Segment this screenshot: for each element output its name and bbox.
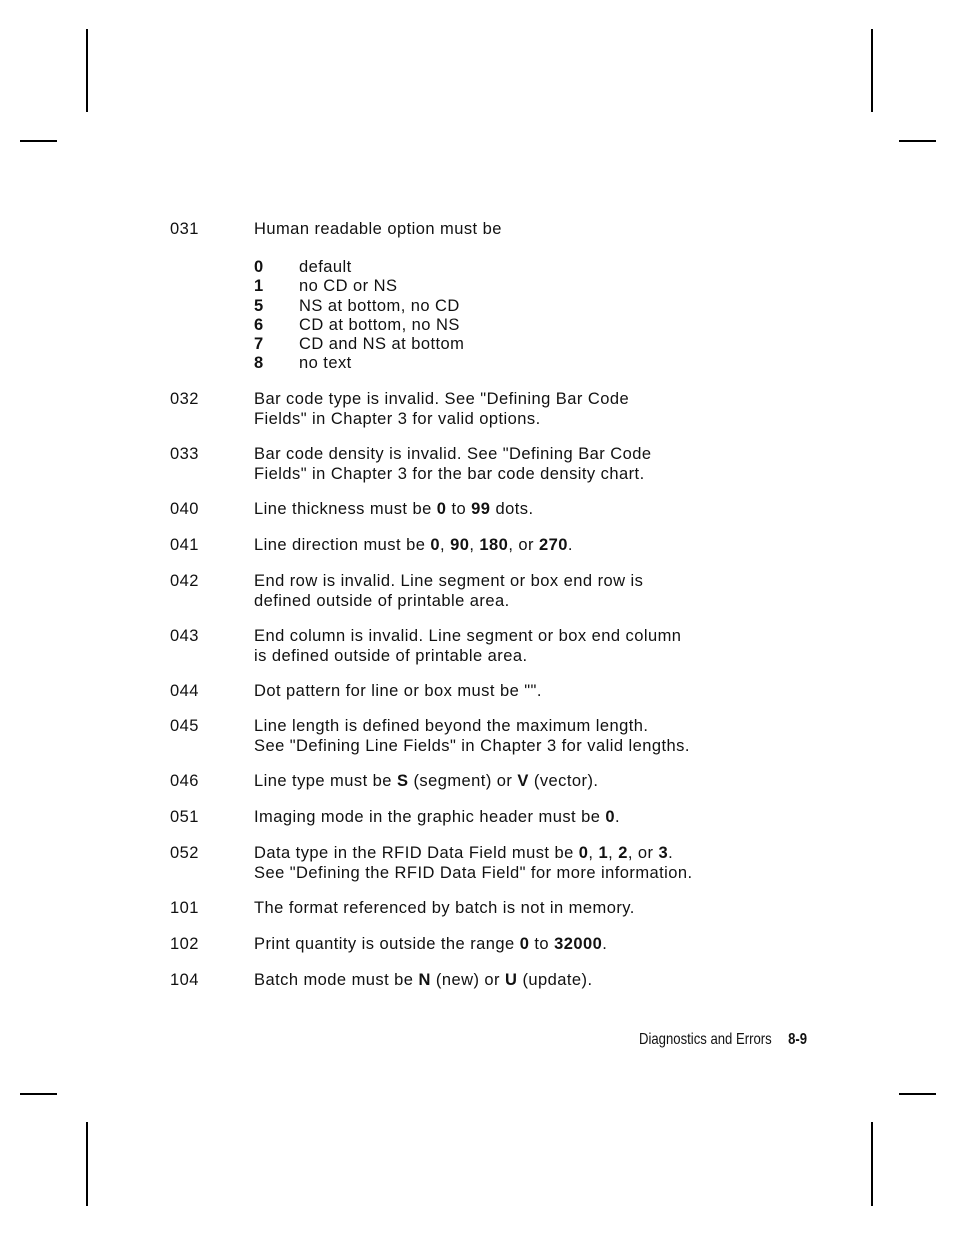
- text-run: , or: [627, 844, 659, 862]
- error-description: [254, 220, 502, 240]
- text-run: to: [529, 935, 555, 953]
- text-run: ,: [608, 844, 619, 862]
- error-code: 104: [170, 971, 199, 989]
- description-line: [254, 445, 652, 465]
- text-run: .: [602, 935, 608, 953]
- text-run: Fields" in Chapter 3 for valid options.: [254, 409, 541, 428]
- text-run: ,: [588, 844, 599, 862]
- description-line: [254, 592, 643, 612]
- text-run: .: [615, 808, 621, 826]
- error-code: 044: [170, 682, 199, 700]
- text-run: See "Defining the RFID Data Field" for more information.: [254, 863, 693, 882]
- text-run: End row is invalid. Line segment or box end row is: [254, 572, 644, 590]
- error-code: 032: [170, 390, 199, 408]
- crop-mark: [86, 29, 88, 112]
- option-key: 1: [254, 277, 264, 295]
- error-code: 041: [170, 536, 199, 554]
- text-run: End column is invalid. Line segment or box end column: [254, 627, 682, 645]
- text-run: (vector).: [528, 772, 599, 790]
- description-line: [254, 864, 693, 884]
- error-code: 101: [170, 899, 199, 917]
- option-key: 7: [254, 335, 264, 353]
- text-run: Bar code type is invalid. See "Defining Bar Code: [254, 390, 630, 408]
- description-line: [254, 572, 643, 592]
- error-description: [254, 536, 573, 556]
- bold-value: 0: [430, 536, 440, 554]
- bold-value: 180: [479, 536, 509, 554]
- option-text: NS at bottom, no CD: [299, 297, 460, 315]
- text-run: (update).: [517, 971, 593, 989]
- bold-value: U: [505, 971, 518, 989]
- bold-value: V: [517, 772, 529, 790]
- bold-value: 3: [658, 844, 669, 862]
- text-run: Imaging mode in the graphic header must be: [254, 808, 606, 826]
- bold-value: 1: [598, 844, 609, 862]
- description-line: [254, 465, 652, 485]
- option-key: 5: [254, 297, 264, 315]
- text-run: Data type in the RFID Data Field must be: [254, 844, 579, 862]
- error-description: [254, 772, 598, 792]
- description-line: [254, 536, 573, 556]
- bold-value: 32000: [554, 935, 603, 953]
- error-code: 045: [170, 717, 199, 735]
- crop-mark: [20, 140, 57, 142]
- description-line: [254, 899, 635, 919]
- text-run: Dot pattern for line or box must be "".: [254, 682, 542, 700]
- description-line: [254, 647, 681, 667]
- error-description: [254, 572, 643, 611]
- description-line: [254, 971, 593, 991]
- text-run: , or: [508, 536, 539, 554]
- description-line: [254, 844, 693, 864]
- page-footer: [639, 1031, 807, 1049]
- text-run: Batch mode must be: [254, 971, 419, 989]
- text-run: Bar code density is invalid. See "Defining Bar Code: [254, 445, 652, 463]
- text-run: The format referenced by batch is not in memory.: [254, 899, 635, 917]
- text-run: Line type must be: [254, 772, 397, 790]
- error-description: [254, 445, 652, 484]
- description-line: [254, 682, 542, 702]
- page-number: 8-9: [788, 1031, 808, 1048]
- bold-value: 270: [539, 536, 568, 554]
- description-line: [254, 220, 502, 240]
- error-description: [254, 390, 629, 429]
- error-description: [254, 971, 593, 991]
- description-line: [254, 808, 620, 828]
- bold-value: 0: [578, 844, 589, 862]
- error-description: [254, 844, 693, 883]
- option-key: 0: [254, 258, 264, 276]
- text-run: ,: [440, 536, 451, 554]
- error-description: [254, 500, 533, 520]
- description-line: [254, 390, 629, 410]
- option-text: CD at bottom, no NS: [299, 316, 460, 334]
- bold-value: S: [396, 772, 409, 790]
- description-line: [254, 410, 629, 430]
- crop-mark: [871, 29, 873, 112]
- error-code: 102: [170, 935, 199, 953]
- description-line: [254, 500, 533, 520]
- option-text: no CD or NS: [299, 277, 398, 295]
- crop-mark: [86, 1122, 88, 1206]
- option-key: 8: [254, 354, 264, 372]
- description-line: [254, 627, 681, 647]
- text-run: Print quantity is outside the range: [254, 935, 520, 953]
- text-run: (segment) or: [408, 772, 518, 790]
- text-run: (new) or: [430, 971, 506, 989]
- option-text: no text: [299, 354, 352, 372]
- text-run: See "Defining Line Fields" in Chapter 3 for valid lengths.: [254, 736, 690, 755]
- error-description: [254, 935, 607, 955]
- text-run: Line length is defined beyond the maximum length.: [254, 717, 649, 735]
- text-run: defined outside of printable area.: [254, 591, 510, 610]
- error-code: 042: [170, 572, 199, 590]
- option-text: CD and NS at bottom: [299, 335, 465, 353]
- crop-mark: [899, 1093, 936, 1095]
- error-description: [254, 717, 690, 756]
- error-description: [254, 627, 681, 666]
- error-code: 033: [170, 445, 199, 463]
- text-run: dots.: [490, 500, 534, 518]
- error-code: 052: [170, 844, 199, 862]
- description-line: [254, 737, 690, 757]
- option-text: default: [299, 258, 352, 276]
- footer-section-title: Diagnostics and Errors: [639, 1031, 772, 1048]
- text-run: ,: [469, 536, 480, 554]
- bold-value: N: [418, 971, 431, 989]
- description-line: [254, 772, 598, 792]
- text-run: Line direction must be: [254, 536, 431, 554]
- text-run: Human readable option must be: [254, 220, 502, 238]
- crop-mark: [871, 1122, 873, 1206]
- bold-value: 0: [519, 935, 530, 953]
- description-line: [254, 935, 607, 955]
- bold-value: 99: [471, 500, 491, 518]
- text-run: Fields" in Chapter 3 for the bar code density chart.: [254, 464, 645, 483]
- error-description: [254, 682, 542, 702]
- option-key: 6: [254, 316, 264, 334]
- bold-value: 0: [436, 500, 447, 518]
- error-code: 046: [170, 772, 199, 790]
- text-run: .: [668, 844, 674, 862]
- text-run: to: [446, 500, 472, 518]
- error-code: 043: [170, 627, 199, 645]
- error-description: [254, 808, 620, 828]
- text-run: .: [567, 536, 573, 554]
- text-run: Line thickness must be: [254, 500, 437, 518]
- error-code: 051: [170, 808, 199, 826]
- error-code: 031: [170, 220, 199, 238]
- description-line: [254, 717, 690, 737]
- bold-value: 0: [605, 808, 616, 826]
- error-code: 040: [170, 500, 199, 518]
- crop-mark: [20, 1093, 57, 1095]
- bold-value: 90: [450, 536, 470, 554]
- error-description: [254, 899, 635, 919]
- bold-value: 2: [618, 844, 628, 862]
- crop-mark: [899, 140, 936, 142]
- text-run: is defined outside of printable area.: [254, 646, 528, 665]
